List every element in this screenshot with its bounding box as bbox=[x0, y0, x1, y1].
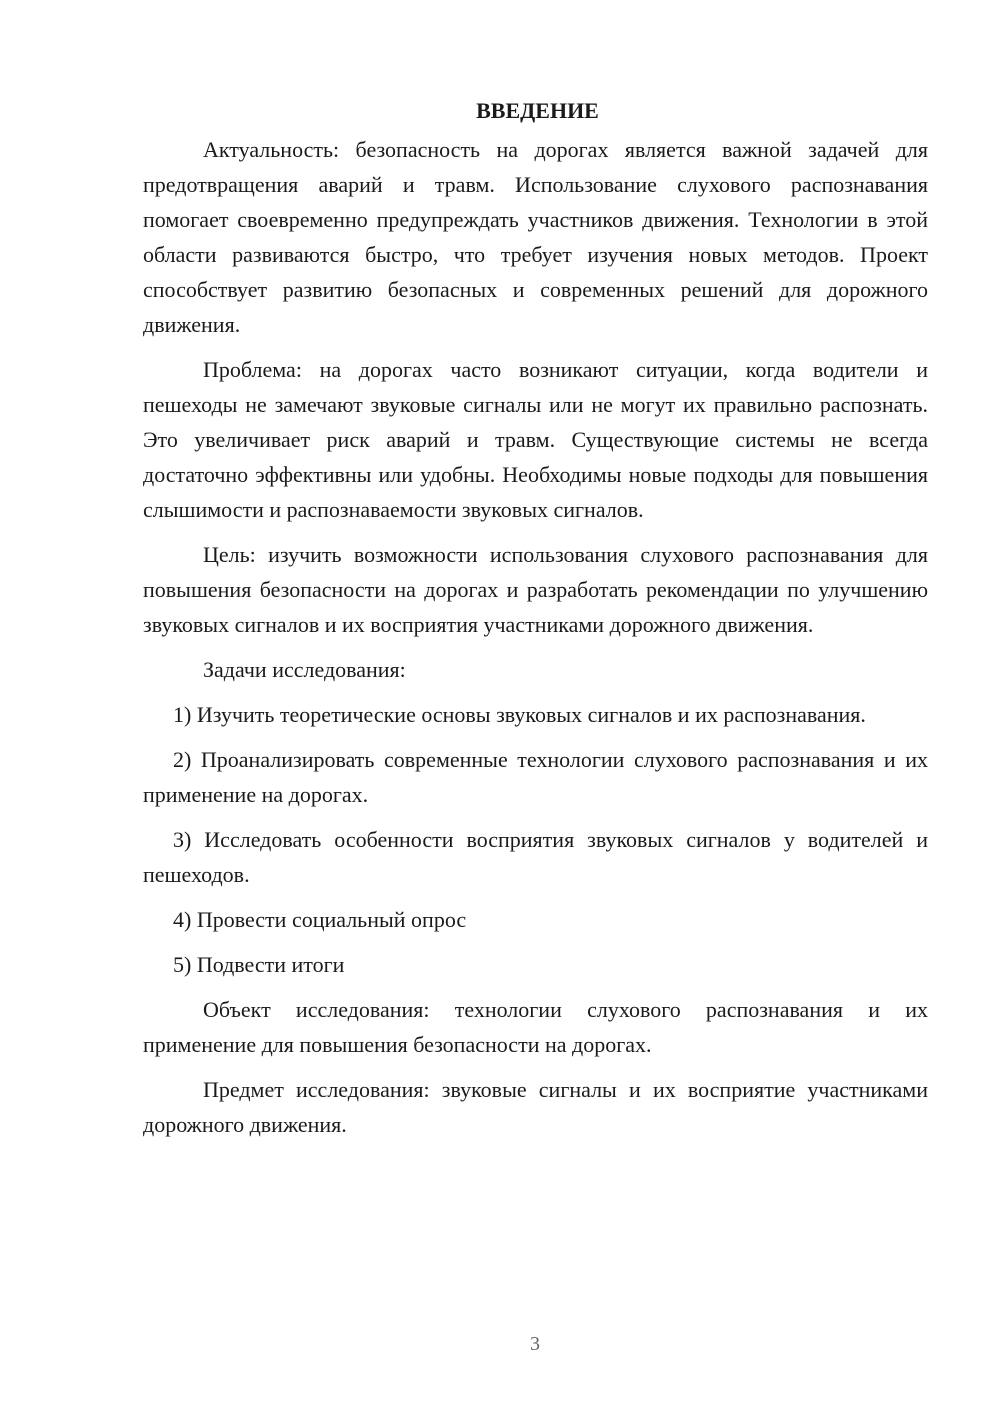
page-number: 3 bbox=[530, 1333, 540, 1355]
tasks-list bbox=[143, 697, 928, 982]
paragraph-object: Объект исследования: технологии слухового распознавания и их применение для повышения безопасности на дорогах. bbox=[143, 997, 928, 1057]
task-item: 1) Изучить теоретические основы звуковых сигналов и их распознавания. bbox=[173, 702, 866, 727]
paragraph-goal: Цель: изучить возможности использования слухового распознавания для повышения безопасности на дорогах и разработать рекомендации по улучшению звуковых сигналов и их восприятия участниками дорожного движения. bbox=[143, 542, 928, 637]
paragraph-problem: Проблема: на дорогах часто возникают ситуации, когда водители и пешеходы не замечают звуковые сигналы или не могут их правильно распознать. Это увеличивает риск аварий и травм. Существующие системы не всегда достаточно эффективны или удобны. Необходимы новые подходы для повышения слышимости и распознаваемости звуковых сигналов. bbox=[143, 357, 928, 522]
page-title: ВВЕДЕНИЕ bbox=[476, 98, 599, 123]
paragraph-subject: Предмет исследования: звуковые сигналы и их восприятие участниками дорожного движения. bbox=[143, 1077, 928, 1137]
task-item: 3) Исследовать особенности восприятия звуковых сигналов у водителей и пешеходов. bbox=[143, 827, 928, 887]
task-item: 5) Подвести итоги bbox=[173, 952, 345, 977]
paragraph-relevance: Актуальность: безопасность на дорогах является важной задачей для предотвращения аварий и травм. Использование слухового распознавания помогает своевременно предупреждать участников движения. Технологии в этой области развиваются быстро, что требует изучения новых методов. Проект способствует развитию безопасных и современных решений для дорожного движения. bbox=[143, 137, 928, 337]
task-item: 2) Проанализировать современные технологии слухового распознавания и их применение на дорогах. bbox=[143, 747, 928, 807]
document-page bbox=[143, 96, 928, 1152]
task-item: 4) Провести социальный опрос bbox=[173, 907, 467, 932]
tasks-heading: Задачи исследования: bbox=[203, 657, 406, 682]
